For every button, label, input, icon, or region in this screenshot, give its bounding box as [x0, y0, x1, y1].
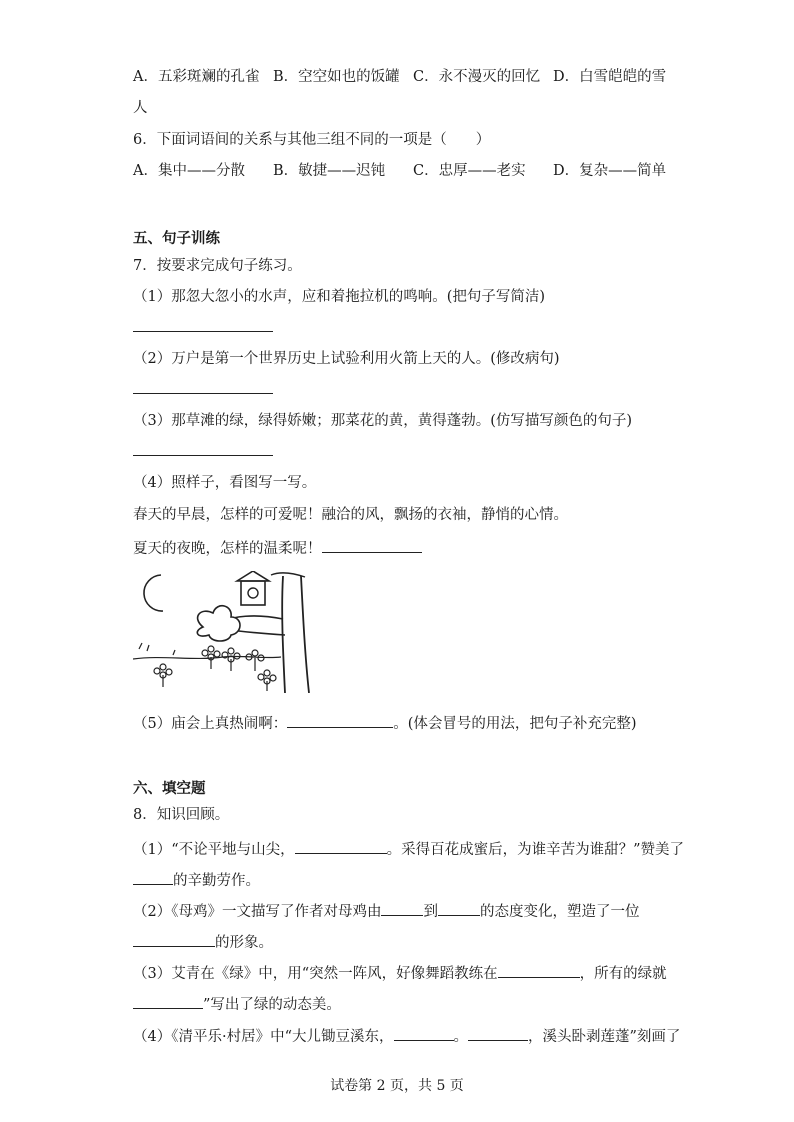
- q7-sub5-line: [133, 711, 637, 734]
- blank-f3-1[interactable]: [498, 961, 580, 978]
- blank-f2-2[interactable]: [438, 899, 480, 916]
- q8-fill2-text-d: 的形象。: [215, 935, 273, 951]
- q8-stem: 8．知识回顾。: [133, 807, 230, 823]
- q8-fill3-text-a: （3）艾青在《绿》中，用“突然一阵风，好像舞蹈教练在: [133, 966, 498, 982]
- q5-options: [133, 67, 666, 87]
- answer-line-2[interactable]: [133, 393, 273, 394]
- q6-option-b: B．敏捷——迟钝: [273, 163, 386, 179]
- q7-sub2: （2）万户是第一个世界历史上试验利用火箭上天的人。(修改病句): [133, 351, 560, 367]
- q8-fill2-text-b: 到: [423, 904, 438, 920]
- q8-fill4-text-a: （4）《清平乐·村居》中“大儿锄豆溪东，: [133, 1029, 394, 1045]
- answer-line-3[interactable]: [133, 455, 273, 456]
- q8-fill1-text-c: 的辛勤劳作。: [173, 873, 260, 889]
- q8-fill1-line1: [133, 837, 684, 860]
- q7-sub4: （4）照样子，看图写一写。: [133, 475, 317, 491]
- blank-f2-1[interactable]: [381, 899, 423, 916]
- q8-fill1-text-b: 。采得百花成蜜后，为谁辛苦为谁甜？”赞美了: [386, 842, 685, 858]
- q8-fill4-text-c: ，溪头卧剥莲蓬”刻画了: [528, 1029, 681, 1045]
- q8-fill2-text-a: （2）《母鸡》一文描写了作者对母鸡由: [133, 904, 382, 920]
- blank-f4-2[interactable]: [468, 1024, 528, 1041]
- q5-option-a: A．五彩斑斓的孔雀: [133, 69, 260, 85]
- q7-sub4-prompt-line: [133, 536, 422, 559]
- q8-fill3-line1: [133, 961, 667, 984]
- section6-title: 六、填空题: [133, 780, 206, 797]
- q6-option-c: C．忠厚——老实: [413, 163, 526, 179]
- q7-sub1: （1）那忽大忽小的水声，应和着拖拉机的鸣响。(把句子写简洁): [133, 289, 546, 305]
- q7-sub5-pre: （5）庙会上真热闹啊：: [133, 716, 288, 732]
- q6-option-d: D．复杂——简单: [553, 163, 667, 179]
- q7-sub5-post: 。(体会冒号的用法，把句子补充完整): [393, 716, 637, 732]
- q8-fill2-line1: [133, 899, 639, 922]
- q5-option-d-continued: 人: [133, 100, 148, 116]
- q6-options: [133, 161, 666, 181]
- q8-fill1-line2: [133, 868, 260, 891]
- section5-title: 五、句子训练: [133, 230, 220, 247]
- q8-fill2-text-c: 的态度变化，塑造了一位: [479, 904, 640, 920]
- blank-s5[interactable]: [287, 711, 393, 728]
- blank-f3-2[interactable]: [133, 992, 203, 1009]
- q7-sub3: （3）那草滩的绿，绿得娇嫩；那菜花的黄，黄得蓬勃。(仿写描写颜色的句子): [133, 413, 633, 429]
- summer-night-illustration: [133, 571, 311, 693]
- q8-fill4-line1: [133, 1024, 680, 1047]
- q8-fill4-text-b: 。: [453, 1029, 468, 1045]
- q7-sub4-prompt: 夏天的夜晚，怎样的温柔呢！: [133, 541, 322, 557]
- q6-option-a: A．集中——分散: [133, 163, 245, 179]
- q8-fill2-line2: [133, 930, 273, 953]
- q5-option-d: D．白雪皑皑的雪: [553, 69, 667, 85]
- blank-f1-1[interactable]: [295, 837, 387, 854]
- q7-sub4-example: 春天的早晨，怎样的可爱呢！融洽的风，飘扬的衣袖，静悄的心情。: [133, 507, 568, 523]
- answer-line-1[interactable]: [133, 331, 273, 332]
- q5-option-c: C．永不漫灭的回忆: [413, 69, 541, 85]
- q8-fill1-text-a: （1）“不论平地与山尖，: [133, 842, 295, 858]
- blank-f2-3[interactable]: [133, 930, 215, 947]
- q8-fill3-text-c: ”写出了绿的动态美。: [203, 997, 341, 1013]
- q5-option-b: B．空空如也的饭罐: [273, 69, 400, 85]
- q8-fill3-text-b: ，所有的绿就: [579, 966, 667, 982]
- blank-s4[interactable]: [322, 536, 422, 553]
- q8-fill3-line2: [133, 992, 341, 1015]
- q6-stem: 6．下面词语间的关系与其他三组不同的一项是（ ）: [133, 132, 491, 148]
- q7-stem: 7．按要求完成句子练习。: [133, 258, 302, 274]
- blank-f1-2[interactable]: [133, 868, 173, 885]
- page-footer: 试卷第 2 页，共 5 页: [330, 1078, 464, 1094]
- blank-f4-1[interactable]: [394, 1024, 454, 1041]
